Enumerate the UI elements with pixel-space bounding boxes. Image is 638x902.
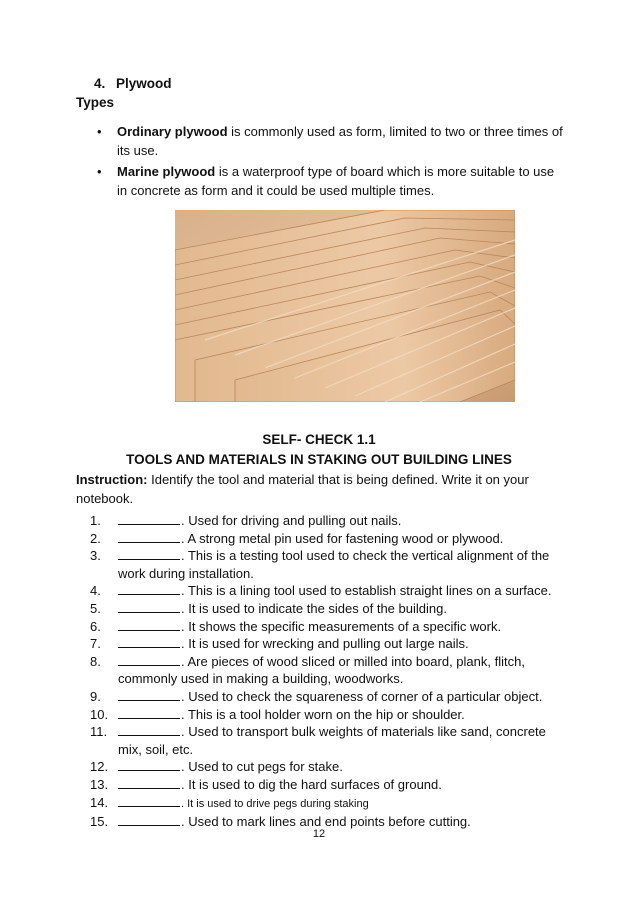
item-text: . It is used for wrecking and pulling out large nails. <box>181 636 469 652</box>
item-number: 4. <box>90 583 101 599</box>
item-number: 8. <box>90 653 101 669</box>
item-number: 3. <box>90 548 101 564</box>
list-item <box>76 618 556 636</box>
bullet-term: Marine plywood <box>117 164 216 179</box>
item-number: 2. <box>90 530 101 546</box>
answer-blank <box>118 618 180 631</box>
item-number: 11. <box>90 724 108 740</box>
self-check-item-list <box>76 512 556 831</box>
answer-blank <box>118 706 180 719</box>
item-text: . This is a lining tool used to establish straight lines on a surface. <box>181 583 552 599</box>
types-bullet-list <box>95 122 565 202</box>
bullet-text: is a waterproof type of board which is more suitable to use in concrete as form and it could be used multiple times. <box>117 164 555 198</box>
item-number: 14. <box>90 794 109 810</box>
list-item <box>76 776 556 794</box>
item-text: . It is used to indicate the sides of the building. <box>181 600 447 616</box>
answer-blank <box>118 530 180 543</box>
list-item <box>76 512 556 530</box>
list-item <box>76 723 556 758</box>
section-number: 4. <box>94 76 106 91</box>
answer-blank <box>118 600 180 613</box>
answer-blank <box>118 723 180 736</box>
list-item <box>76 547 556 582</box>
list-item <box>76 706 556 724</box>
answer-blank <box>118 688 180 701</box>
item-text: . It shows the specific measurements of a specific work. <box>181 618 502 634</box>
list-item <box>76 758 556 776</box>
item-number: 12. <box>90 759 109 775</box>
bullet-marine-plywood <box>95 162 565 200</box>
bullet-dot-icon: • <box>97 124 102 139</box>
item-text: . Used to mark lines and end points before cutting. <box>181 814 471 830</box>
item-number: 9. <box>90 688 101 704</box>
list-item <box>76 582 556 600</box>
section-title: Plywood <box>116 76 172 91</box>
list-item <box>76 688 556 706</box>
answer-blank <box>118 813 180 826</box>
self-check-subtitle: TOOLS AND MATERIALS IN STAKING OUT BUILDING LINES <box>126 452 512 467</box>
item-number: 13. <box>90 776 109 792</box>
instruction-paragraph <box>76 470 546 508</box>
instruction-label: Instruction: <box>76 472 148 487</box>
instruction-text: Identify the tool and material that is being defined. Write it on your notebook. <box>76 472 529 506</box>
bullet-text: is commonly used as form, limited to two or three times of its use. <box>117 124 563 158</box>
item-text: . It is used to drive pegs during staking <box>181 797 369 810</box>
bullet-ordinary-plywood <box>95 122 565 160</box>
item-number: 15. <box>90 814 109 830</box>
types-subheading: Types <box>76 95 115 110</box>
section-heading <box>94 76 172 91</box>
item-text: . Are pieces of wood sliced or milled into board, plank, flitch, commonly used in making a building, woodworks. <box>118 653 525 687</box>
answer-blank <box>118 512 180 525</box>
bullet-term: Ordinary plywood <box>117 124 228 139</box>
self-check-title: SELF- CHECK 1.1 <box>262 432 376 447</box>
answer-blank <box>118 582 180 595</box>
answer-blank <box>118 653 180 666</box>
item-text: . A strong metal pin used for fastening wood or plywood. <box>181 530 504 546</box>
answer-blank <box>118 794 180 807</box>
item-number: 6. <box>90 618 101 634</box>
list-item <box>76 600 556 618</box>
item-text: . This is a testing tool used to check the vertical alignment of the work during installation. <box>118 548 550 581</box>
list-item <box>76 530 556 548</box>
item-text: . It is used to dig the hard surfaces of ground. <box>181 776 442 792</box>
list-item <box>76 794 556 814</box>
answer-blank <box>118 635 180 648</box>
answer-blank <box>118 776 180 789</box>
item-text: . Used to transport bulk weights of materials like sand, concrete mix, soil, etc. <box>118 724 546 757</box>
item-number: 10. <box>90 706 109 722</box>
item-text: . Used to check the squareness of corner of a particular object. <box>181 688 543 704</box>
item-number: 1. <box>90 513 101 528</box>
item-number: 5. <box>90 600 101 616</box>
list-item <box>76 653 556 688</box>
answer-blank <box>118 758 180 771</box>
item-text: . This is a tool holder worn on the hip or shoulder. <box>181 706 465 722</box>
list-item <box>76 635 556 653</box>
bullet-dot-icon: • <box>97 164 102 179</box>
page-number: 12 <box>312 828 326 840</box>
item-number: 7. <box>90 636 101 652</box>
item-text: . Used to cut pegs for stake. <box>181 759 343 775</box>
answer-blank <box>118 547 180 560</box>
item-text: . Used for driving and pulling out nails. <box>181 513 402 528</box>
plywood-stack-photo <box>175 210 515 402</box>
